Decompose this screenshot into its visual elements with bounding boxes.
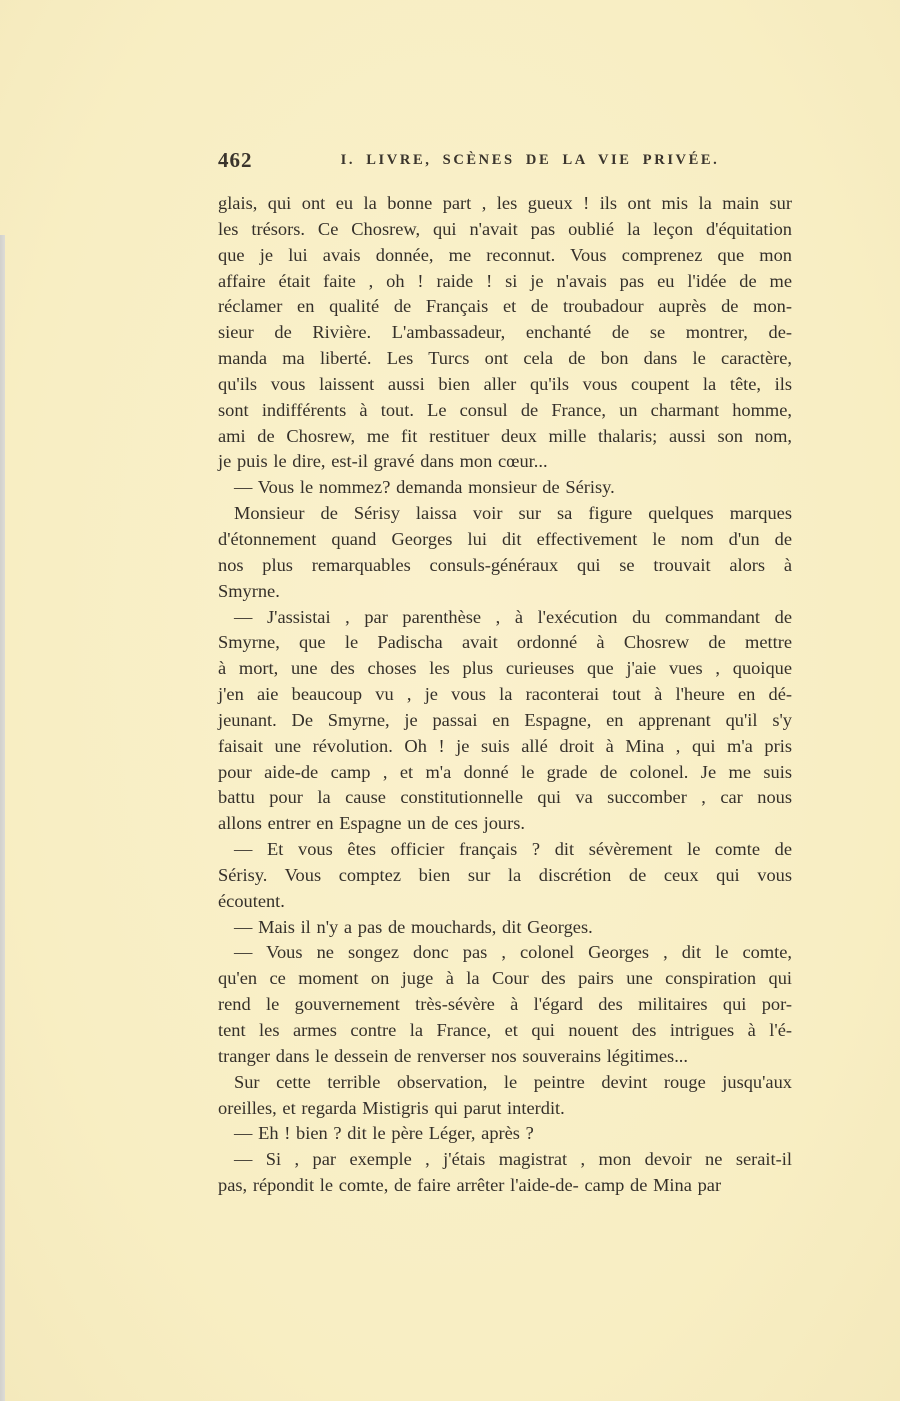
text-line: qu'en ce moment on juge à la Cour des pairs une conspiration qui (218, 968, 792, 989)
text-line: que je lui avais donnée, me reconnut. Vous comprenez que mon (218, 244, 792, 265)
text-line: manda ma liberté. Les Turcs ont cela de bon dans le caractère, (218, 348, 792, 369)
text-line: — Mais il n'y a pas de mouchards, dit Georges. (234, 916, 593, 937)
paragraph (218, 605, 792, 838)
text-body (218, 191, 792, 1199)
text-line: glais, qui ont eu la bonne part , les gueux ! ils ont mis la main sur (218, 193, 792, 213)
text-line: d'étonnement quand Georges lui dit effectivement le nom d'un de (218, 528, 792, 549)
paragraph (218, 1070, 792, 1122)
text-line: — Vous le nommez? demanda monsieur de Sérisy. (234, 477, 615, 498)
text-line: qu'ils vous laissent aussi bien aller qu'ils vous coupent la tête, ils (218, 373, 792, 394)
text-line: faisait une révolution. Oh ! je suis allé droit à Mina , qui m'a pris (218, 735, 792, 756)
page-header (218, 148, 792, 178)
text-line: nos plus remarquables consuls-généraux qui se trouvait alors à (218, 554, 792, 575)
text-line: — Si , par exemple , j'étais magistrat , mon devoir ne serait-il (234, 1149, 792, 1170)
text-line: tent les armes contre la France, et qui nouent des intrigues à l'é- (218, 1020, 792, 1040)
paragraph (218, 501, 792, 604)
text-line: allons entrer en Espagne un de ces jours. (218, 813, 525, 834)
text-line: jeunant. De Smyrne, je passai en Espagne, en apprenant qu'il s'y (218, 709, 792, 730)
text-line: — Et vous êtes officier français ? dit sévèrement le comte de (234, 839, 792, 860)
text-line: — Vous ne songez donc pas , colonel Georges , dit le comte, (234, 942, 792, 963)
text-line: j'en aie beaucoup vu , je vous la raconterai tout à l'heure en dé- (218, 684, 792, 705)
text-line: sont indifférents à tout. Le consul de France, un charmant homme, (218, 399, 792, 420)
text-line: Sérisy. Vous comptez bien sur la discrétion de ceux qui vous (218, 864, 792, 885)
text-line: — Eh ! bien ? dit le père Léger, après ? (234, 1123, 534, 1144)
text-line: rend le gouvernement très-sévère à l'égard des militaires qui por- (218, 994, 792, 1015)
text-line: tranger dans le dessein de renverser nos souverains légitimes... (218, 1045, 688, 1066)
text-line: à mort, une des choses les plus curieuses que j'aie vues , quoique (218, 658, 792, 679)
paragraph (218, 1121, 792, 1147)
text-line: pour aide-de camp , et m'a donné le grade de colonel. Je me suis (218, 761, 792, 782)
paragraph (218, 1147, 792, 1199)
paragraph (218, 915, 792, 941)
paragraph (218, 475, 792, 501)
text-line: Sur cette terrible observation, le peintre devint rouge jusqu'aux (234, 1071, 792, 1092)
text-line: — J'assistai , par parenthèse , à l'exécution du commandant de (234, 606, 792, 627)
text-line: Smyrne. (218, 580, 280, 601)
text-line: affaire était faite , oh ! raide ! si je n'avais pas eu l'idée de me (218, 270, 792, 291)
scan-edge-shadow (0, 235, 5, 1401)
text-line: oreilles, et regarda Mistigris qui parut interdit. (218, 1097, 565, 1118)
text-line: pas, répondit le comte, de faire arrêter l'aide-de- camp de Mina par (218, 1175, 722, 1196)
text-line: Monsieur de Sérisy laissa voir sur sa figure quelques marques (234, 503, 792, 524)
text-line: je puis le dire, est-il gravé dans mon cœur... (218, 451, 548, 472)
text-line: sieur de Rivière. L'ambassadeur, enchanté de se montrer, de- (218, 322, 792, 343)
running-title: I. LIVRE, SCÈNES DE LA VIE PRIVÉE. (340, 152, 720, 168)
text-line: Smyrne, que le Padischa avait ordonné à Chosrew de mettre (218, 632, 792, 653)
paragraph (218, 191, 792, 475)
text-line: réclamer en qualité de Français et de troubadour auprès de mon- (218, 296, 792, 317)
text-line: ami de Chosrew, me fit restituer deux mille thalaris; aussi son nom, (218, 425, 792, 446)
paragraph (218, 837, 792, 915)
text-line: battu pour la cause constitutionnelle qui va succomber , car nous (218, 787, 792, 808)
text-line: les trésors. Ce Chosrew, qui n'avait pas oublié la leçon d'équitation (218, 218, 792, 239)
paragraph (218, 940, 792, 1069)
text-line: écoutent. (218, 890, 285, 911)
page-number: 462 (218, 148, 253, 172)
